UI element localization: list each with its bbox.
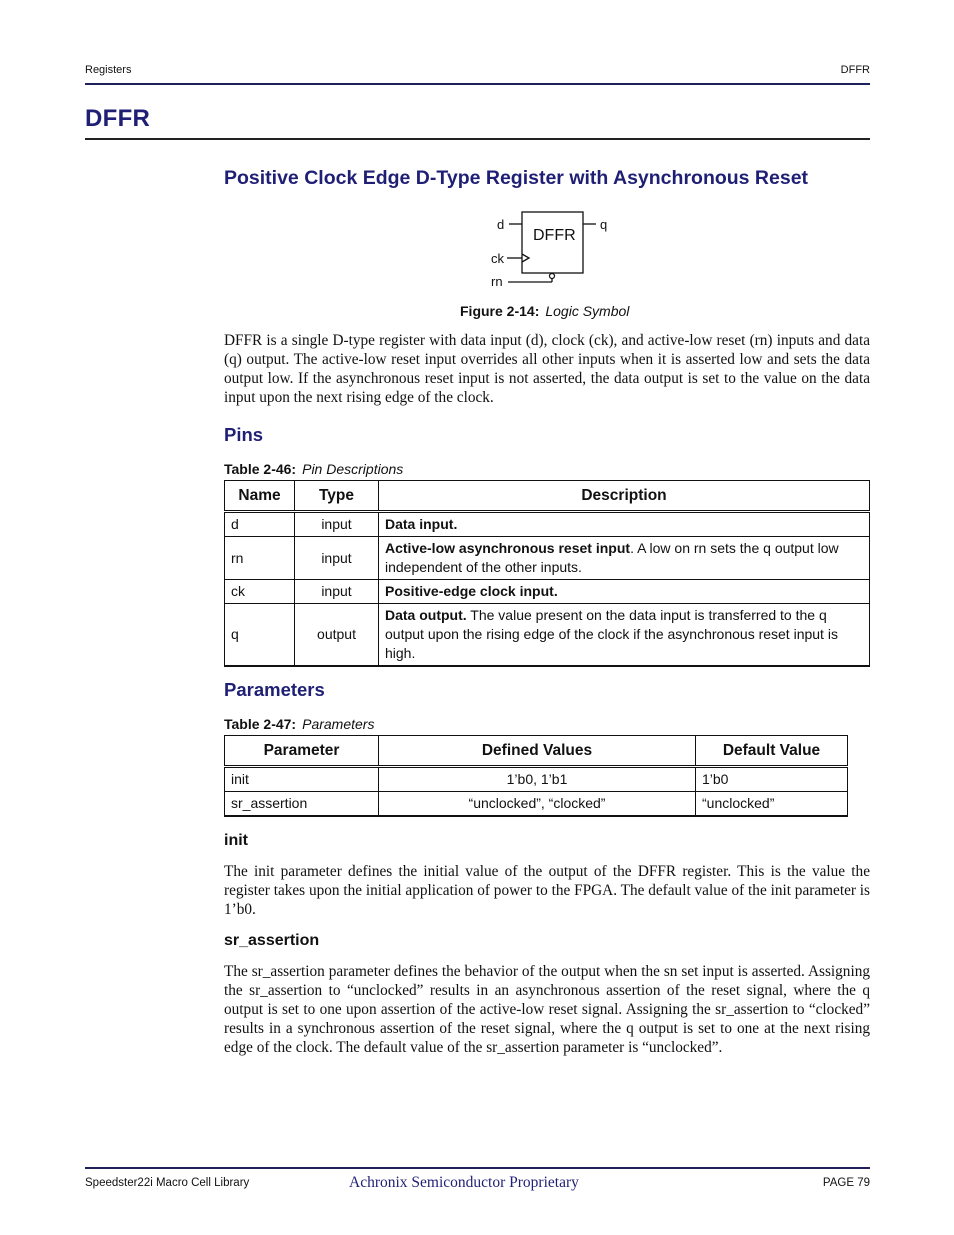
pins-caption-label: Table 2-46: bbox=[224, 461, 297, 477]
figure-caption bbox=[460, 303, 629, 319]
param-default: 1’b0 bbox=[696, 767, 848, 792]
table-row bbox=[225, 537, 870, 580]
pin-name: q bbox=[225, 604, 295, 667]
table-row bbox=[225, 792, 848, 817]
pin-description: Data input. bbox=[379, 512, 870, 537]
block-label: DFFR bbox=[533, 227, 576, 244]
title-rule bbox=[85, 138, 870, 140]
parameters-table bbox=[224, 735, 848, 817]
table-row bbox=[225, 512, 870, 537]
init-heading: init bbox=[224, 832, 248, 849]
parameters-caption-label: Table 2-47: bbox=[224, 716, 297, 732]
footer-rule bbox=[85, 1167, 870, 1169]
figure-caption-text: Logic Symbol bbox=[545, 303, 630, 319]
pins-table-caption bbox=[224, 461, 403, 477]
pin-description: Positive-edge clock input. bbox=[379, 580, 870, 604]
pin-type: output bbox=[295, 604, 379, 667]
pin-q-label: q bbox=[600, 217, 608, 232]
active-low-bubble bbox=[550, 274, 555, 279]
init-paragraph: The init parameter defines the initial value of the output of the DFFR register. This is the value the register takes upon the initial application of power to the FPGA. The default value of the init parameter is 1’b0. bbox=[224, 863, 870, 918]
pin-ck-label: ck bbox=[491, 251, 504, 266]
pin-type: input bbox=[295, 580, 379, 604]
running-header-title: DFFR bbox=[840, 64, 870, 76]
col-defined-values-header: Defined Values bbox=[379, 736, 696, 767]
pin-description: Data output. The value present on the data input is transferred to the q output upon the rising edge of the clock if the asynchronous reset input is high. bbox=[379, 604, 870, 667]
pins-header-row bbox=[225, 481, 870, 512]
pins-heading: Pins bbox=[224, 424, 264, 445]
sr-assertion-heading: sr_assertion bbox=[224, 932, 320, 949]
pins-table bbox=[224, 480, 870, 667]
pin-description: Active-low asynchronous reset input. A low on rn sets the q output low independent of the other inputs. bbox=[379, 537, 870, 580]
pin-name: d bbox=[225, 512, 295, 537]
col-default-value-header: Default Value bbox=[696, 736, 848, 767]
table-row bbox=[225, 604, 870, 667]
pin-type: input bbox=[295, 537, 379, 580]
header-rule bbox=[85, 83, 870, 85]
table-row bbox=[225, 767, 848, 792]
parameters-caption-text: Parameters bbox=[302, 716, 375, 732]
pin-name: rn bbox=[225, 537, 295, 580]
parameters-table-caption bbox=[224, 716, 374, 732]
col-name-header: Name bbox=[225, 481, 295, 512]
param-name: sr_assertion bbox=[225, 792, 379, 817]
footer-page-number: PAGE 79 bbox=[822, 1177, 870, 1189]
running-header-section: Registers bbox=[85, 64, 132, 76]
pin-name: ck bbox=[225, 580, 295, 604]
pin-type: input bbox=[295, 512, 379, 537]
col-description-header: Description bbox=[379, 481, 870, 512]
pin-rn-label: rn bbox=[491, 274, 503, 289]
intro-paragraph: DFFR is a single D-type register with data input (d), clock (ck), and active-low reset (rn) inputs and data (q) output. The active-low reset input overrides all other inputs when it is asserted low and sets the data output low. If the asynchronous reset input is not asserted, the data output is set to the value on the data input upon the next rising edge of the clock. bbox=[224, 332, 870, 406]
parameters-heading: Parameters bbox=[224, 679, 325, 700]
page-title: DFFR bbox=[85, 105, 151, 132]
pin-d-label: d bbox=[497, 217, 505, 232]
parameters-header-row bbox=[225, 736, 848, 767]
figure-caption-label: Figure 2-14: bbox=[460, 303, 540, 319]
param-values: “unclocked”, “clocked” bbox=[379, 792, 696, 817]
table-row bbox=[225, 580, 870, 604]
param-name: init bbox=[225, 767, 379, 792]
param-default: “unclocked” bbox=[696, 792, 848, 817]
col-parameter-header: Parameter bbox=[225, 736, 379, 767]
footer-proprietary-notice: Achronix Semiconductor Proprietary bbox=[349, 1174, 579, 1191]
param-values: 1’b0, 1’b1 bbox=[379, 767, 696, 792]
pins-caption-text: Pin Descriptions bbox=[302, 461, 404, 477]
logic-symbol-diagram bbox=[484, 205, 624, 295]
sr-assertion-paragraph: The sr_assertion parameter defines the behavior of the output when the sn set input is asserted. Assigning the sr_assertion to “unclocked” results in an asynchronous assertion of the reset signal, where the q output is set to one upon assertion of the active-low reset signal. Assigning the sr_assertion to “clocked” results in a synchronous assertion of the reset signal, where the q output is set to one at the next rising edge of the clock. The default value of the sr_assertion parameter is “unclocked”. bbox=[224, 963, 870, 1056]
footer-document-name: Speedster22i Macro Cell Library bbox=[85, 1177, 250, 1189]
section-subtitle: Positive Clock Edge D-Type Register with Asynchronous Reset bbox=[224, 167, 809, 189]
col-type-header: Type bbox=[295, 481, 379, 512]
